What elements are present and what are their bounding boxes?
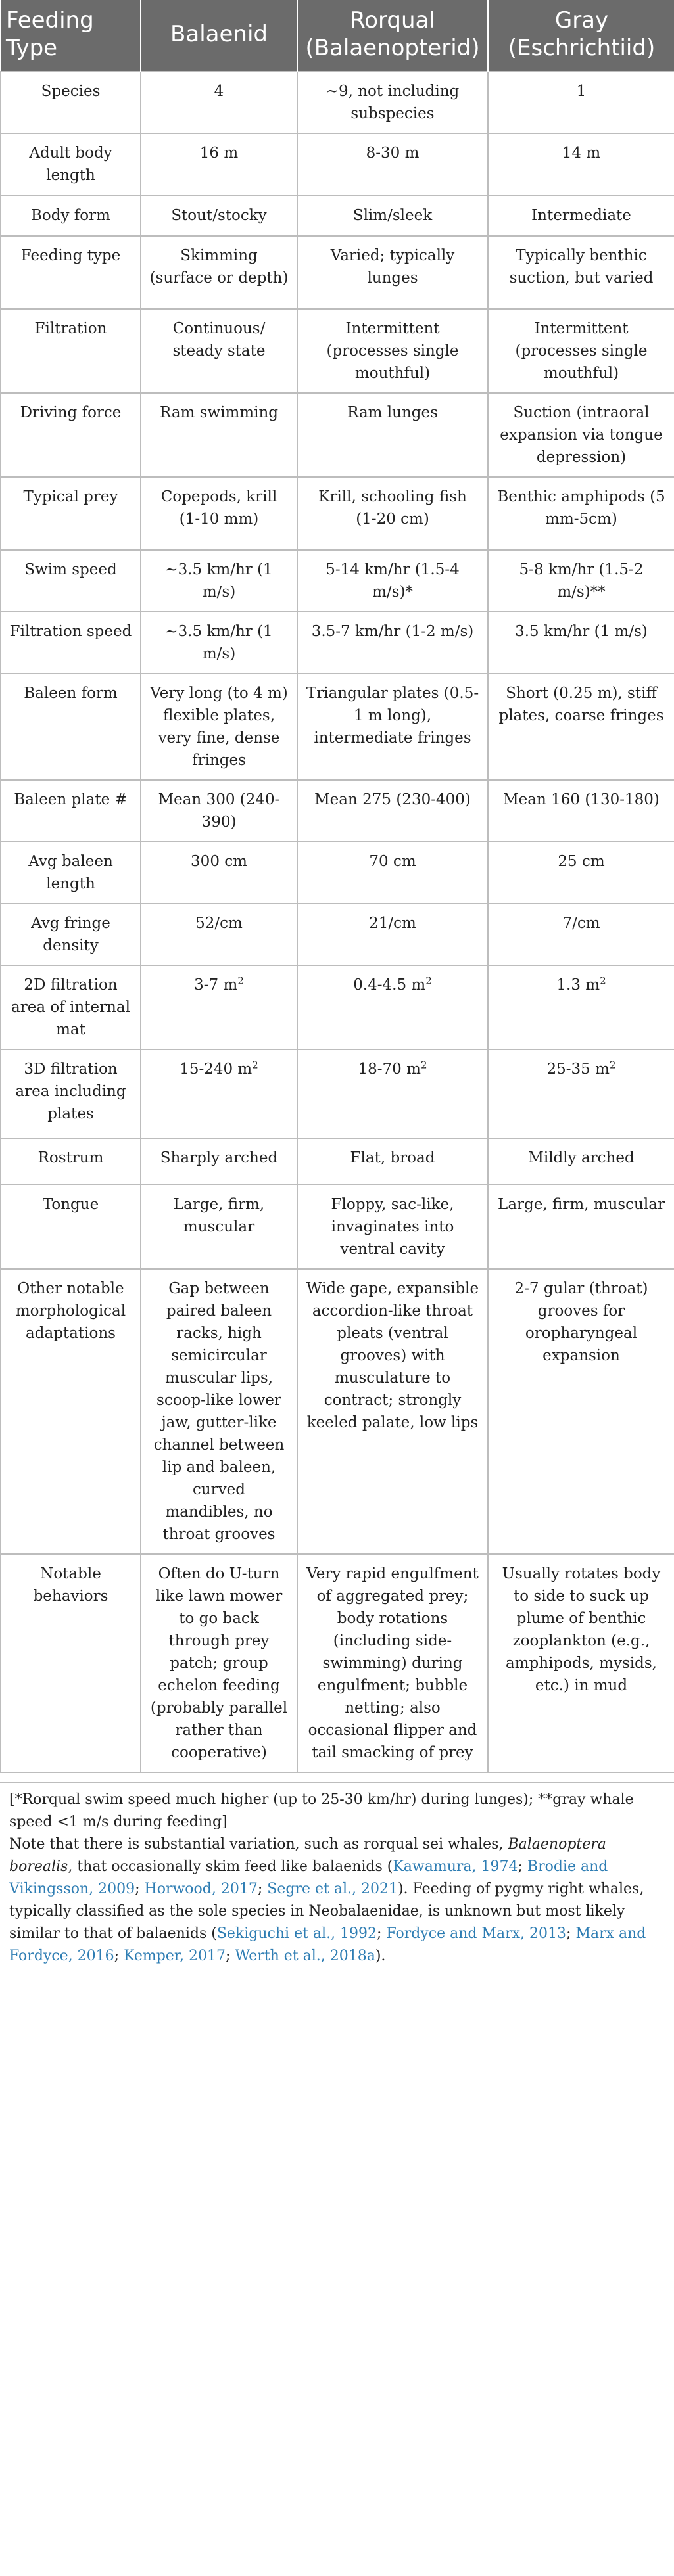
table-notes	[0, 1773, 674, 1967]
table-row	[1, 1554, 674, 1772]
table-cell: 25-35 $m^2$	[488, 1049, 674, 1138]
table-cell: Very rapid engulfment of aggregated prey; body rotations (including side-swimming) during engulfment; bubble netting; also occasional flipper and tail smacking of prey	[297, 1554, 488, 1772]
row-label: Swim speed	[1, 550, 141, 612]
table-row	[1, 612, 674, 674]
table-cell: Floppy, sac-like, invaginates into ventral cavity	[297, 1185, 488, 1269]
table-cell: 5-14 km/hr (1.5-4 m/s)*	[297, 550, 488, 612]
row-label: 2D filtration area of internal mat	[1, 965, 141, 1049]
table-cell: Continuous/ steady state	[141, 309, 297, 393]
superscript: 2	[600, 975, 606, 987]
table-cell: 52/cm	[141, 904, 297, 965]
table-row	[1, 904, 674, 965]
row-label: Avg baleen length	[1, 842, 141, 904]
table-cell: 2-7 gular (throat) grooves for oropharyngeal expansion	[488, 1269, 674, 1554]
table-cell: 18-70 $m^2$	[297, 1049, 488, 1138]
table-cell: 14 m	[488, 133, 674, 196]
table-cell: 300 cm	[141, 842, 297, 904]
table-cell: Intermittent (processes single mouthful)	[297, 309, 488, 393]
table-cell: 5-8 km/hr (1.5-2 m/s)**	[488, 550, 674, 612]
citation-link[interactable]: Horwood, 2017	[144, 1881, 258, 1897]
table-cell: 15-240 $m^2$	[141, 1049, 297, 1138]
table-cell: Copepods, krill (1-10 mm)	[141, 477, 297, 550]
row-label: Adult body length	[1, 133, 141, 196]
superscript: 2	[609, 1059, 616, 1071]
table-cell: Wide gape, expansible accordion-like throat pleats (ventral grooves) with musculature to contract; strongly keeled palate, low lips	[297, 1269, 488, 1554]
table-row	[1, 1269, 674, 1554]
table-cell: ~3.5 km/hr (1 m/s)	[141, 612, 297, 674]
row-label: Species	[1, 72, 141, 133]
row-label: Rostrum	[1, 1138, 141, 1185]
header-feeding-type: Feeding Type	[1, 0, 141, 72]
table-cell: ~9, not including subspecies	[297, 72, 488, 133]
row-label: Notable behaviors	[1, 1554, 141, 1772]
citation-link[interactable]: Werth et al., 2018a	[235, 1948, 375, 1964]
table-row	[1, 477, 674, 550]
header-rorqual: Rorqual (Balaenopterid)	[297, 0, 488, 72]
table-row	[1, 1049, 674, 1138]
header-balaenid: Balaenid	[141, 0, 297, 72]
table-cell: 8-30 m	[297, 133, 488, 196]
row-label: 3D filtration area including plates	[1, 1049, 141, 1138]
table-cell: Mildly arched	[488, 1138, 674, 1185]
superscript: 2	[420, 1059, 427, 1071]
citation-link[interactable]: Kemper, 2017	[124, 1948, 226, 1964]
row-label: Baleen plate #	[1, 780, 141, 842]
table-cell: 1.3 $m^2$	[488, 965, 674, 1049]
table-cell: 16 m	[141, 133, 297, 196]
table-cell: Intermediate	[488, 196, 674, 236]
table-cell: 3-7 $m^2$	[141, 965, 297, 1049]
row-label: Other notable morphological adaptations	[1, 1269, 141, 1554]
species-name: Balaenoptera borealis	[9, 1836, 606, 1875]
table-row	[1, 965, 674, 1049]
table-row	[1, 550, 674, 612]
header-row	[1, 0, 674, 72]
row-label: Baleen form	[1, 674, 141, 780]
table-cell: Typically benthic suction, but varied	[488, 236, 674, 309]
table-row	[1, 842, 674, 904]
table-row	[1, 780, 674, 842]
table-row	[1, 674, 674, 780]
row-label: Body form	[1, 196, 141, 236]
table-cell: 3.5-7 km/hr (1-2 m/s)	[297, 612, 488, 674]
table-cell: Suction (intraoral expansion via tongue depression)	[488, 393, 674, 477]
note-paragraph: Note that there is substantial variation, such as rorqual sei whales, Balaenoptera borealis, that occasionally skim feed like balaenids (Kawamura, 1974; Brodie and Vikingsson, 2009; Horwood, 2017; Segre et al., 2021). Feeding of pygmy right whales, typically classified as the sole species in Neobalaenidae, is unknown but most likely similar to that of balaenids (Sekiguchi et al., 1992; Fordyce and Marx, 2013; Marx and Fordyce, 2016; Kemper, 2017; Werth et al., 2018a).	[9, 1836, 646, 1964]
table-cell: Triangular plates (0.5-1 m long), intermediate fringes	[297, 674, 488, 780]
table-cell: Intermittent (processes single mouthful)	[488, 309, 674, 393]
citation-link[interactable]: Kawamura, 1974	[393, 1858, 518, 1875]
citation-link[interactable]: Fordyce and Marx, 2013	[386, 1925, 567, 1942]
citation-link[interactable]: Brodie and Vikingsson, 2009	[9, 1858, 608, 1897]
superscript: 2	[237, 975, 244, 987]
row-label: Tongue	[1, 1185, 141, 1269]
table-row	[1, 72, 674, 133]
table-cell: Krill, schooling fish (1-20 cm)	[297, 477, 488, 550]
superscript: 2	[252, 1059, 258, 1071]
citation-link[interactable]: Sekiguchi et al., 1992	[216, 1925, 377, 1942]
header-gray: Gray (Eschrichtiid)	[488, 0, 674, 72]
table-cell: Benthic amphipods (5 mm-5cm)	[488, 477, 674, 550]
table-cell: Very long (to 4 m) flexible plates, very fine, dense fringes	[141, 674, 297, 780]
row-label: Filtration speed	[1, 612, 141, 674]
table-cell: 0.4-4.5 $m^2$	[297, 965, 488, 1049]
table-row	[1, 1138, 674, 1185]
row-label: Avg fringe density	[1, 904, 141, 965]
table-cell: Mean 300 (240-390)	[141, 780, 297, 842]
table-row	[1, 1185, 674, 1269]
table-cell: Large, firm, muscular	[141, 1185, 297, 1269]
table-cell: Ram swimming	[141, 393, 297, 477]
table-cell: Usually rotates body to side to suck up plume of benthic zooplankton (e.g., amphipods, mysids, etc.) in mud	[488, 1554, 674, 1772]
superscript: 2	[425, 975, 432, 987]
table-cell: Mean 160 (130-180)	[488, 780, 674, 842]
table-cell: Stout/stocky	[141, 196, 297, 236]
row-label: Typical prey	[1, 477, 141, 550]
table-cell: Short (0.25 m), stiff plates, coarse fringes	[488, 674, 674, 780]
citation-link[interactable]: Segre et al., 2021	[267, 1881, 398, 1897]
citation-link[interactable]: Marx and Fordyce, 2016	[9, 1925, 646, 1964]
table-cell: Often do U-turn like lawn mower to go back through prey patch; group echelon feeding (probably parallel rather than cooperative)	[141, 1554, 297, 1772]
table-cell: Sharply arched	[141, 1138, 297, 1185]
table-row	[1, 236, 674, 309]
table-cell: 1	[488, 72, 674, 133]
footnote: [*Rorqual swim speed much higher (up to 25-30 km/hr) during lunges); **gray whale speed <1 m/s during feeding]	[9, 1791, 634, 1830]
row-label: Feeding type	[1, 236, 141, 309]
table-cell: 25 cm	[488, 842, 674, 904]
table-cell: Large, firm, muscular	[488, 1185, 674, 1269]
table-cell: 3.5 km/hr (1 m/s)	[488, 612, 674, 674]
table-cell: Ram lunges	[297, 393, 488, 477]
table-cell: Slim/sleek	[297, 196, 488, 236]
table-cell: Skimming (surface or depth)	[141, 236, 297, 309]
table-cell: 21/cm	[297, 904, 488, 965]
table-body	[1, 72, 674, 1772]
table-row	[1, 133, 674, 196]
row-label: Driving force	[1, 393, 141, 477]
table-cell: Gap between paired baleen racks, high semicircular muscular lips, scoop-like lower jaw, gutter-like channel between lip and baleen, curved mandibles, no throat grooves	[141, 1269, 297, 1554]
table-row	[1, 196, 674, 236]
row-label: Filtration	[1, 309, 141, 393]
table-cell: 70 cm	[297, 842, 488, 904]
notes-divider	[0, 1782, 674, 1783]
table-cell: Varied; typically lunges	[297, 236, 488, 309]
table-cell: 4	[141, 72, 297, 133]
table-cell: Mean 275 (230-400)	[297, 780, 488, 842]
table-cell: 7/cm	[488, 904, 674, 965]
table-row	[1, 393, 674, 477]
table-cell: Flat, broad	[297, 1138, 488, 1185]
table-row	[1, 309, 674, 393]
table-cell: ~3.5 km/hr (1 m/s)	[141, 550, 297, 612]
